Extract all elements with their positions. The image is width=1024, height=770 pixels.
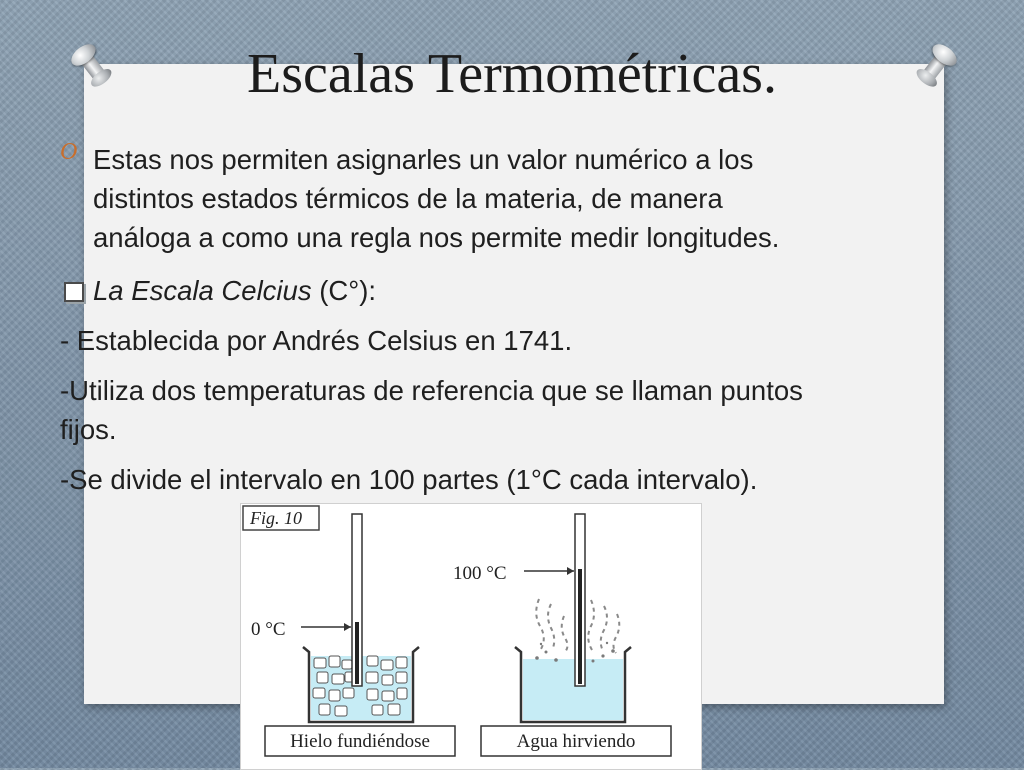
- left-caption: Hielo fundiéndose: [290, 731, 430, 752]
- thermometer-diagram: [241, 504, 701, 769]
- paragraph-line-1: Estas nos permiten asignarles un valor numérico a los: [93, 144, 754, 175]
- scale-heading-italic: La Escala Celcius: [93, 275, 312, 306]
- paragraph-line-3: análoga a como una regla nos permite medir longitudes.: [93, 222, 780, 253]
- scale-heading: [93, 271, 376, 310]
- right-temp-label: 100 °C: [453, 563, 507, 584]
- right-mercury: [578, 569, 582, 684]
- thermometer-figure: [240, 503, 702, 770]
- left-temp-label: 0 °C: [251, 619, 286, 640]
- left-mercury: [355, 622, 359, 684]
- item-established: - Establecida por Andrés Celsius en 1741.: [60, 325, 573, 356]
- item-interval: -Se divide el intervalo en 100 partes (1°C cada intervalo).: [60, 464, 758, 495]
- scale-heading-unit: (C°):: [311, 275, 377, 306]
- paragraph-line-2: distintos estados térmicos de la materia, de manera: [93, 183, 723, 214]
- slide-title: Escalas Termométricas.: [247, 43, 777, 105]
- item-reference-temps: -Utiliza dos temperaturas de referencia que se llaman puntos: [60, 375, 803, 406]
- checkbox-bullet-icon: [64, 282, 84, 302]
- right-water: [523, 659, 623, 720]
- item-reference-temps-cont: fijos.: [60, 414, 117, 445]
- right-caption: Agua hirviendo: [516, 731, 636, 752]
- fig-label: Fig. 10: [250, 508, 302, 528]
- bullet-o-icon: O: [60, 139, 78, 165]
